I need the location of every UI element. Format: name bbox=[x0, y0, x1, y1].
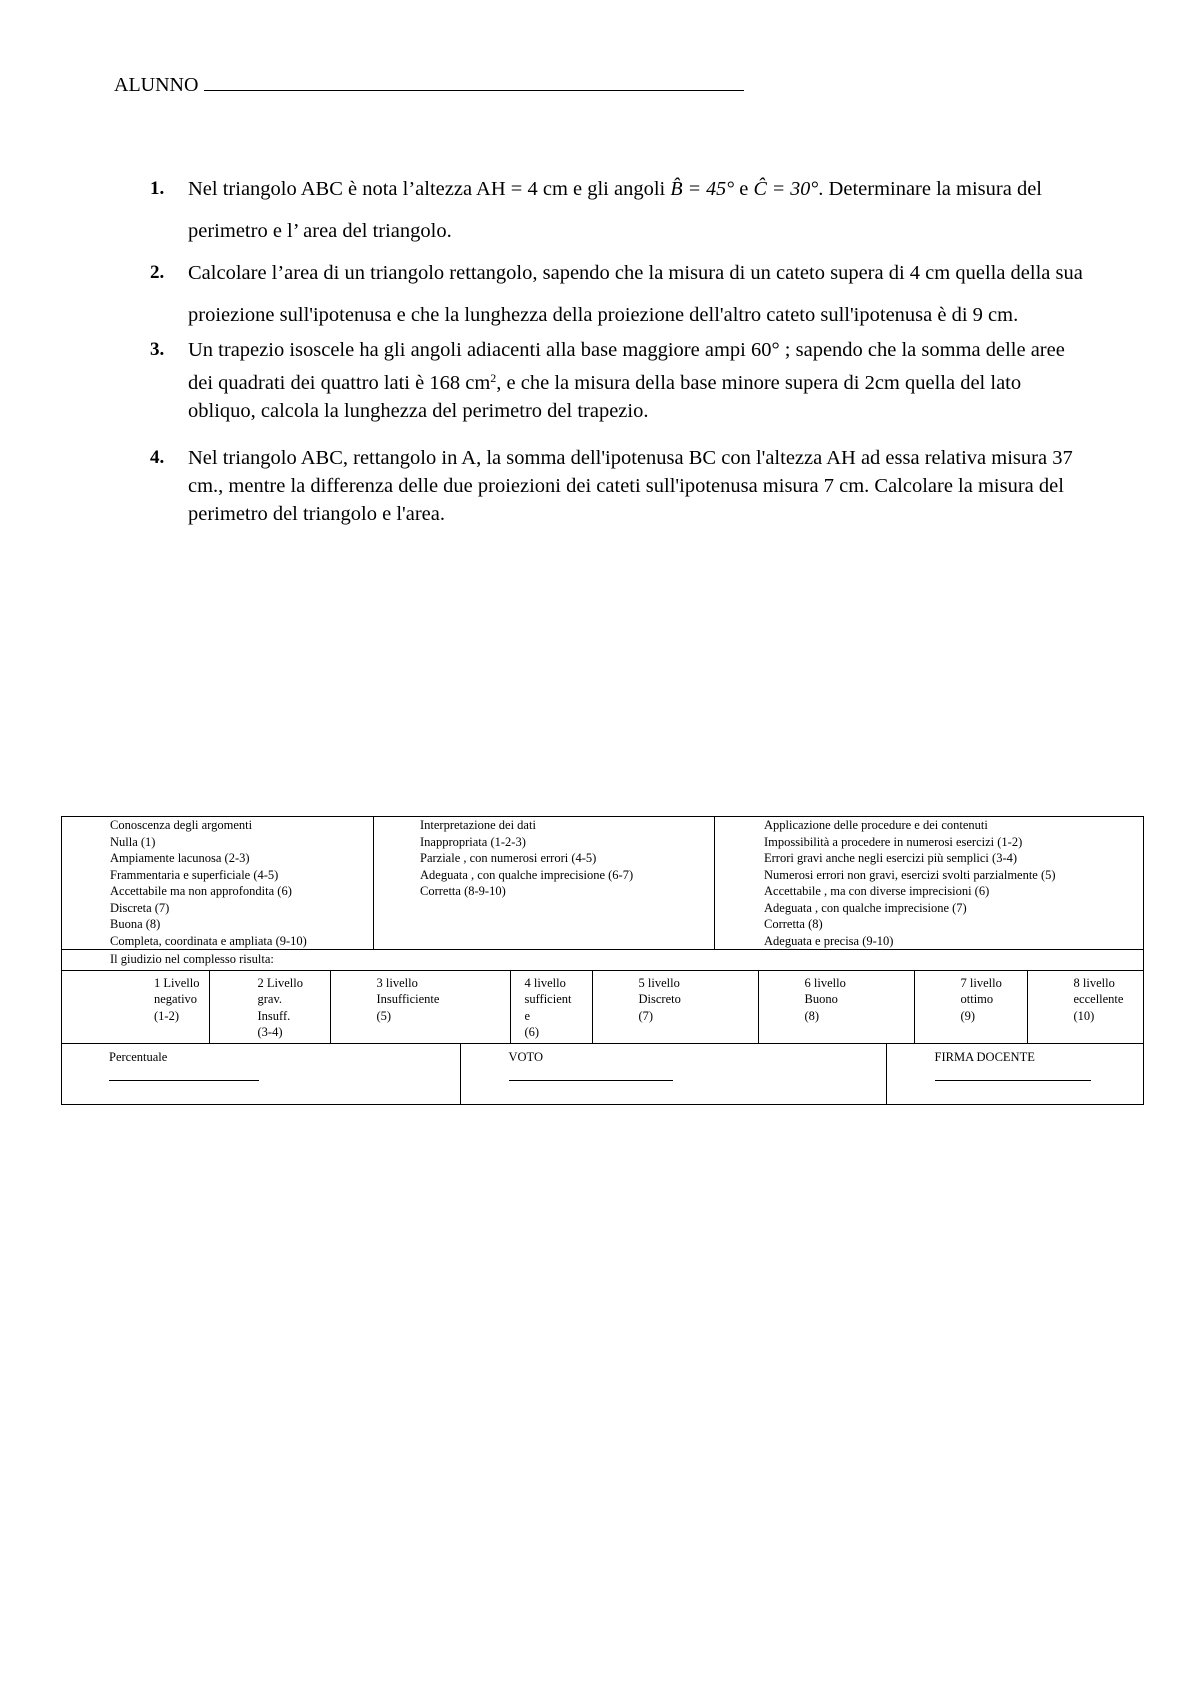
percentage-field[interactable]: Percentuale bbox=[62, 1044, 460, 1104]
criterion-item: Numerosi errori non gravi, esercizi svolti parzialmente (5) bbox=[764, 867, 1056, 882]
criterion-item: Ampiamente lacunosa (2-3) bbox=[110, 851, 250, 865]
criterion-item: Applicazione delle procedure e dei contenuti bbox=[764, 818, 988, 832]
signature-line[interactable] bbox=[935, 1080, 1091, 1081]
level-8[interactable]: 8 livello eccellente (10) bbox=[1027, 971, 1144, 1043]
grade-line[interactable] bbox=[509, 1080, 673, 1081]
signature-row bbox=[62, 1043, 1144, 1104]
exercise-2: 2. Calcolare l’area di un triangolo rettangolo, sapendo che la misura di un cateto supera di 4 cm quella della sua proiezione sull'ipotenusa e che la lunghezza della proiezione dell'altro cateto sull'ipotenusa è di 9 cm. bbox=[146, 252, 1092, 336]
evaluation-grid bbox=[61, 816, 1144, 1105]
criterion-item: Frammentaria e superficiale (4-5) bbox=[110, 867, 279, 882]
criteria-row bbox=[62, 817, 1144, 950]
criterion-item: Nulla (1) bbox=[110, 834, 156, 849]
level-6[interactable]: 6 livello Buono (8) bbox=[758, 971, 914, 1043]
criterion-item: Conoscenza degli argomenti bbox=[110, 818, 253, 832]
criterion-knowledge bbox=[62, 817, 374, 950]
level-5[interactable]: 5 livello Discreto (7) bbox=[592, 971, 758, 1043]
criterion-item: Corretta (8-9-10) bbox=[420, 884, 506, 898]
exercise-number: 2. bbox=[150, 262, 165, 283]
criterion-item: Discreta (7) bbox=[110, 900, 170, 915]
teacher-signature-field[interactable]: FIRMA DOCENTE bbox=[886, 1044, 1144, 1104]
exercise-1: 1. Nel triangolo ABC è nota l’altezza AH = 4 cm e gli angoli B̂ = 45° e Ĉ = 30°. Determinare la misura del perimetro e l’ area del triangolo. bbox=[146, 168, 1092, 252]
criterion-item: Completa, coordinata e ampliata (9-10) bbox=[110, 933, 307, 948]
criterion-interpretation bbox=[374, 817, 715, 950]
criterion-item: Accettabile , ma con diverse imprecisioni (6) bbox=[764, 884, 990, 898]
level-4[interactable]: 4 livello sufficient e (6) bbox=[510, 971, 592, 1043]
judgement-row bbox=[62, 950, 1144, 971]
angle-b: B̂ = 45° bbox=[670, 178, 735, 200]
exercise-number: 3. bbox=[150, 339, 165, 360]
level-1[interactable]: 1 Livello negativo (1-2) bbox=[62, 971, 209, 1043]
criterion-item: Adeguata , con qualche imprecisione (6-7) bbox=[420, 867, 634, 882]
exercise-list bbox=[146, 168, 1092, 528]
percentage-line[interactable] bbox=[109, 1080, 259, 1081]
criterion-item: Adeguata e precisa (9-10) bbox=[764, 933, 894, 948]
criterion-item: Accettabile ma non approfondita (6) bbox=[110, 884, 292, 898]
criterion-item: Impossibilità a procedere in numerosi esercizi (1-2) bbox=[764, 834, 1023, 849]
level-3[interactable]: 3 livello Insufficiente (5) bbox=[330, 971, 510, 1043]
grade-field[interactable]: VOTO bbox=[460, 1044, 886, 1104]
student-name-field[interactable] bbox=[114, 74, 744, 97]
criterion-item: Buona (8) bbox=[110, 917, 161, 931]
levels-table bbox=[62, 971, 1144, 1043]
exercise-number: 1. bbox=[150, 178, 165, 199]
angle-c: Ĉ = 30° bbox=[753, 178, 819, 200]
criterion-item: Inappropriata (1-2-3) bbox=[420, 834, 526, 849]
student-name-line[interactable] bbox=[204, 76, 744, 91]
exercise-number: 4. bbox=[150, 447, 165, 468]
criterion-item: Adeguata , con qualche imprecisione (7) bbox=[764, 900, 967, 915]
judgement-label: Il giudizio nel complesso risulta: bbox=[62, 950, 1144, 971]
level-7[interactable]: 7 livello ottimo (9) bbox=[914, 971, 1027, 1043]
signature-table bbox=[62, 1044, 1144, 1104]
criterion-item: Interpretazione dei dati bbox=[420, 818, 536, 832]
criterion-item: Corretta (8) bbox=[764, 917, 823, 931]
criterion-application bbox=[715, 817, 1144, 950]
criterion-item: Parziale , con numerosi errori (4-5) bbox=[420, 851, 597, 865]
exercise-3: 3. Un trapezio isoscele ha gli angoli adiacenti alla base maggiore ampi 60° ; sapendo che la somma delle aree dei quadrati dei quattro lati è 168 $cm^2$, e che la misura della base minore supera di 2cm quella del lato obliquo, calcola la lunghezza del perimetro del trapezio. bbox=[146, 336, 1092, 425]
exercise-4: 4. Nel triangolo ABC, rettangolo in A, la somma dell'ipotenusa BC con l'altezza AH ad essa relativa misura 37 cm., mentre la differenza delle due proiezioni dei cateti sull'ipotenusa misura 7 cm. Calcolare la misura del perimetro del triangolo e l'area. bbox=[146, 444, 1092, 528]
levels-row bbox=[62, 970, 1144, 1043]
level-2[interactable]: 2 Livello grav. Insuff. (3-4) bbox=[209, 971, 330, 1043]
student-label: ALUNNO bbox=[114, 74, 199, 96]
criterion-item: Errori gravi anche negli esercizi più semplici (3-4) bbox=[764, 851, 1018, 865]
